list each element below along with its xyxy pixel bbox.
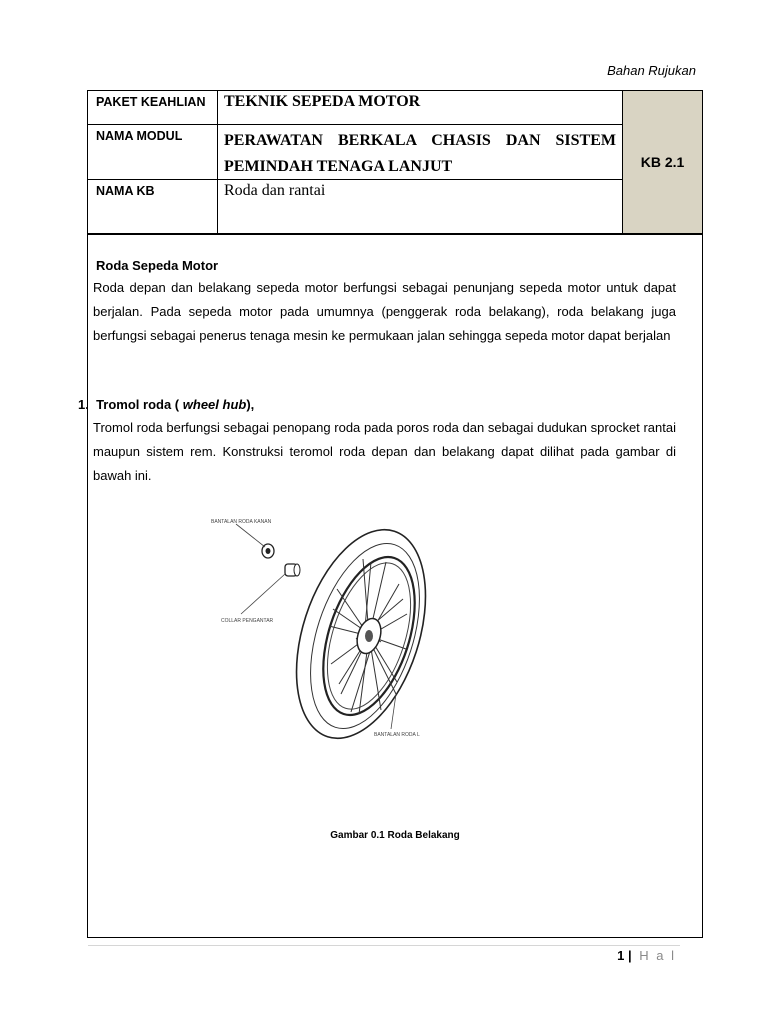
item-paragraph: Tromol roda berfungsi sebagai penopang roda pada poros roda dan sebagai dudukan sprocket rantai maupun sistem rem. Konstruksi teromol roda depan dan belakang dapat dilihat pada gambar di bawah ini.: [93, 420, 676, 483]
module-info-table: [88, 91, 702, 235]
rear-wheel-illustration: [211, 514, 431, 744]
label-paket-keahlian: PAKET KEAHLIAN: [88, 91, 218, 124]
item-title-italic: wheel hub: [182, 397, 247, 412]
modul-line-2: PEMINDAH TENAGA LANJUT: [224, 157, 453, 175]
label-bearing: BANTALAN RODA L: [374, 732, 420, 738]
item-title-end: ),: [246, 397, 255, 412]
page-separator: |: [628, 948, 632, 963]
document-frame: [78, 90, 703, 938]
value-paket-keahlian: TEKNIK SEPEDA MOTOR: [218, 91, 623, 124]
content-area: [78, 233, 702, 938]
label-bearing-right: BANTALAN RODA KANAN: [211, 519, 272, 525]
item-number: 1.: [78, 397, 89, 412]
item-heading: [78, 397, 254, 412]
label-nama-kb: NAMA KB: [88, 179, 218, 234]
value-nama-modul: [218, 124, 623, 179]
page-number: 1: [617, 948, 625, 963]
reference-label: Bahan Rujukan: [607, 63, 696, 78]
page-hal-label: H a l: [639, 948, 676, 963]
label-collar: COLLAR PENGANTAR: [221, 618, 274, 624]
value-nama-kb: Roda dan rantai: [218, 179, 623, 234]
footer-divider: [88, 945, 680, 946]
figure-caption: Gambar 0.1 Roda Belakang: [330, 830, 460, 841]
kb-code: KB 2.1: [623, 91, 703, 234]
modul-line-1: PERAWATAN BERKALA CHASIS DAN SISTEM: [224, 131, 616, 149]
page-footer: [617, 948, 676, 963]
section-title: Roda Sepeda Motor: [96, 258, 219, 273]
item-title: Tromol roda (: [96, 397, 180, 412]
intro-paragraph: Roda depan dan belakang sepeda motor berfungsi sebagai penunjang sepeda motor untuk dapat berjalan. Pada sepeda motor pada umumnya (penggerak roda belakang), roda belakang juga berfungsi sebagai penerus tenaga mesin ke permukaan jalan sehingga sepeda motor dapat berjalan: [93, 280, 676, 343]
label-nama-modul: NAMA MODUL: [88, 124, 218, 179]
